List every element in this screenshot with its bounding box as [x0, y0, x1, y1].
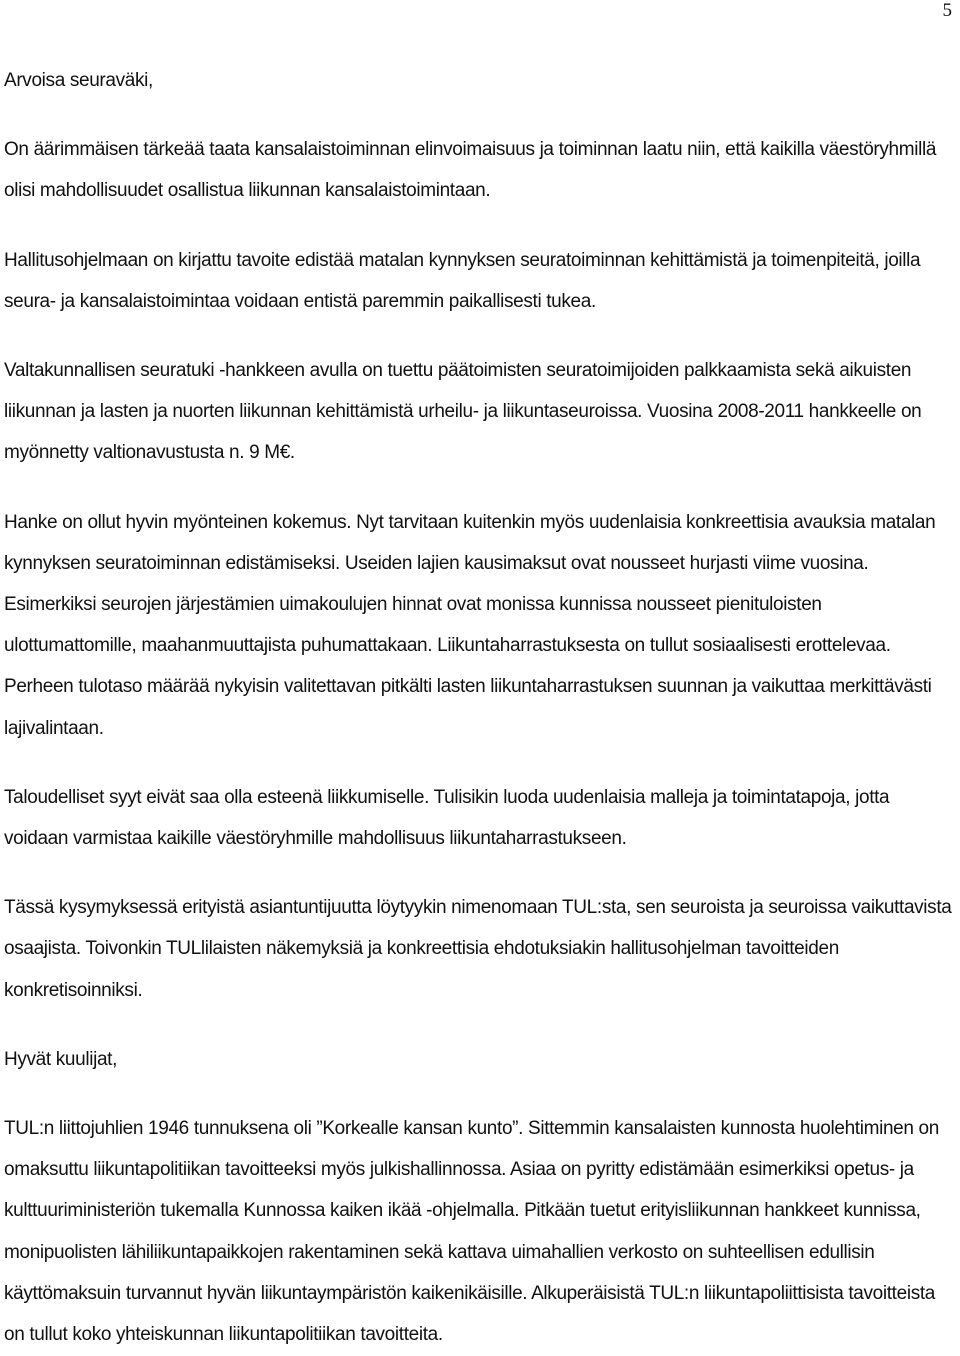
paragraph: Valtakunnallisen seuratuki -hankkeen avulla on tuettu päätoimisten seuratoimijoiden palkkaamista sekä aikuisten liikunnan ja lasten ja nuorten liikunnan kehittämistä urheilu- ja liikuntaseuroissa. Vuosina 2008-2011 hankkeelle on myönnetty valtionavustusta n. 9 M€. — [4, 360, 922, 464]
paragraph: Taloudelliset syyt eivät saa olla esteenä liikkumiselle. Tulisikin luoda uudenlaisia malleja ja toimintatapoja, jotta voidaan varmistaa kaikille väestöryhmille mahdollisuus liikuntaharrastukseen. — [4, 786, 890, 850]
paragraph: Hallitusohjelmaan on kirjattu tavoite edistää matalan kynnyksen seuratoiminnan kehittämistä ja toimenpiteitä, joilla seura- ja kansalaistoimintaa voidaan entistä paremmin paikallisesti tukea. — [4, 249, 921, 312]
paragraph: Tässä kysymyksessä erityistä asiantuntijuutta löytyykin nimenomaan TUL:sta, sen seuroista ja seuroissa vaikuttavista osaajista. Toivonkin TULlilaisten näkemyksiä ja konkreettisia ehdotuksiakin hallitusohjelman tavoitteiden konkretisoinniksi. — [4, 897, 952, 1001]
paragraph: Hanke on ollut hyvin myönteinen kokemus. Nyt tarvitaan kuitenkin myös uudenlaisia konkreettisia avauksia matalan kynnyksen seuratoiminnan edistämiseksi. Useiden lajien kausimaksut ovat nousseet hurjasti viime vuosina. Esimerkiksi seurojen järjestämien uimakoulujen hinnat ovat monissa kunnissa nousseet pienituloisten ulottumattomille, maahanmuuttajista puhumattakaan. Liikuntaharrastuksesta on tullut sosiaalisesti erottelevaa. Perheen tulotaso määrää nykyisin valitettavan pitkälti lasten liikuntaharrastuksen suunnan ja vaikuttaa merkittävästi lajivalintaan. — [4, 511, 936, 739]
document-body — [4, 60, 956, 1355]
salutation: Hyvät kuulijat, — [4, 1048, 118, 1070]
page-number: 5 — [942, 0, 952, 21]
paragraph: On äärimmäisen tärkeää taata kansalaistoiminnan elinvoimaisuus ja toiminnan laatu niin, että kaikilla väestöryhmillä olisi mahdollisuudet osallistua liikunnan kansalaistoimintaan. — [4, 139, 937, 202]
salutation: Arvoisa seuraväki, — [4, 70, 153, 91]
paragraph: TUL:n liittojuhlien 1946 tunnuksena oli ”Korkealle kansan kunto”. Sittemmin kansalaisten kunnosta huolehtiminen on omaksuttu liikuntapolitiikan tavoitteeksi myös julkishallinnossa. Asiaa on pyritty edistämään esimerkiksi opetus- ja kulttuuriministeriön tukemalla Kunnossa kaiken ikää -ohjelmalla. Pitkään tuetut erityisliikunnan hankkeet kunnissa, monipuolisten lähiliikuntapaikkojen rakentaminen sekä kattava uimahallien verkosto on suhteellisen edullisin käyttömaksuin turvannut hyvän liikuntaympäristön kaikenikäisille. Alkuperäisistä TUL:n liikuntapoliittisista tavoitteista on tullut koko yhteiskunnan liikuntapolitiikan tavoitteita. — [4, 1118, 939, 1346]
